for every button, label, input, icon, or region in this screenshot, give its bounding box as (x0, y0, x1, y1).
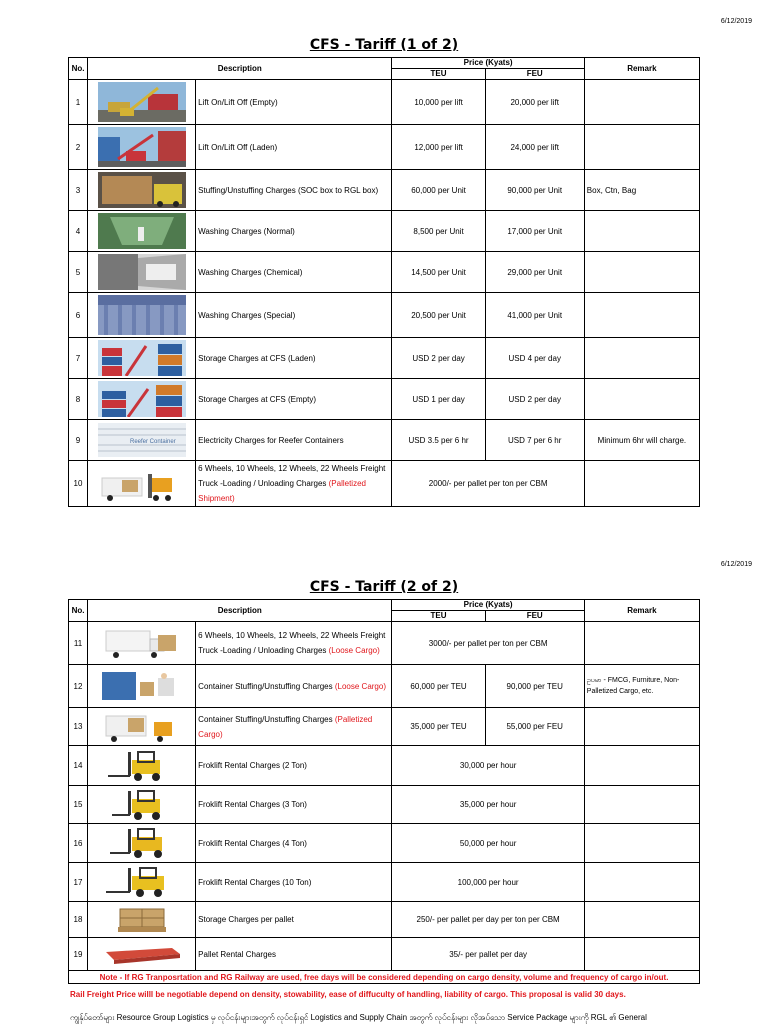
pallet-boxes-photo (88, 902, 196, 938)
row-description: Stuffing/Unstuffing Charges (SOC box to RGL box) (196, 170, 392, 211)
row-remark (584, 252, 699, 293)
row-no: 6 (69, 293, 88, 338)
header-price: Price (Kyats) (392, 58, 584, 69)
table-row (69, 80, 700, 125)
table-row (69, 252, 700, 293)
row-teu: USD 2 per day (392, 338, 485, 379)
row-teu: 60,000 per TEU (392, 665, 485, 708)
container-loose-photo (88, 665, 196, 708)
crane-photo (88, 80, 196, 125)
row-price-merged: 2000/- per pallet per ton per CBM (392, 461, 584, 507)
row-remark (584, 938, 699, 971)
row-description: 6 Wheels, 10 Wheels, 12 Wheels, 22 Wheels Freight Truck -Loading / Unloading Charges (Palletized Shipment) (196, 461, 392, 507)
row-no: 2 (69, 125, 88, 170)
container-palletized-photo (88, 708, 196, 746)
row-description: Lift On/Lift Off (Laden) (196, 125, 392, 170)
row-price-merged: 35,000 per hour (392, 786, 584, 824)
table-row (69, 786, 700, 824)
header-price: Price (Kyats) (392, 600, 584, 611)
row-no: 10 (69, 461, 88, 507)
row-description: Washing Charges (Chemical) (196, 252, 392, 293)
row-no: 18 (69, 902, 88, 938)
row-no: 19 (69, 938, 88, 971)
row-teu: 20,500 per Unit (392, 293, 485, 338)
row-feu: 20,000 per lift (485, 80, 584, 125)
row-feu: 55,000 per FEU (485, 708, 584, 746)
reefer-logo-text: Reefer Container (129, 439, 176, 445)
table-row (69, 863, 700, 902)
row-description: Froklift Rental Charges (4 Ton) (196, 824, 392, 863)
row-remark (584, 708, 699, 746)
row-teu: 10,000 per lift (392, 80, 485, 125)
pallet-photo (88, 938, 196, 971)
forklift-3ton-photo (88, 786, 196, 824)
table-row (69, 338, 700, 379)
row-teu: 35,000 per TEU (392, 708, 485, 746)
tariff-table-1 (68, 57, 700, 507)
row-remark: Box, Ctn, Bag (584, 170, 699, 211)
row-remark (584, 338, 699, 379)
row-remark (584, 824, 699, 863)
row-price-merged: 35/- per pallet per day (392, 938, 584, 971)
table-row (69, 379, 700, 420)
header-description: Description (88, 58, 392, 80)
table-row (69, 211, 700, 252)
row-remark: ဥပမာ - FMCG, Furniture, Non-Palletized Cargo, etc. (584, 665, 699, 708)
row-teu: USD 1 per day (392, 379, 485, 420)
page2-title: CFS - Tariff (2 of 2) (309, 579, 459, 595)
washing-chemical-photo (88, 252, 196, 293)
row-description: Container Stuffing/Unstuffing Charges (Palletized Cargo) (196, 708, 392, 746)
row-feu: 90,000 per Unit (485, 170, 584, 211)
table-row (69, 902, 700, 938)
forklift-2ton-photo (88, 746, 196, 786)
row-remark (584, 863, 699, 902)
row-price-merged: 50,000 per hour (392, 824, 584, 863)
row-no: 11 (69, 622, 88, 665)
row-remark (584, 461, 699, 507)
page1-date: 6/12/2019 (720, 18, 752, 25)
row-description: Electricity Charges for Reefer Containers (196, 420, 392, 461)
row-description: Container Stuffing/Unstuffing Charges (Loose Cargo) (196, 665, 392, 708)
row-teu: 12,000 per lift (392, 125, 485, 170)
row-remark (584, 125, 699, 170)
row-feu: USD 7 per 6 hr (485, 420, 584, 461)
header-description: Description (88, 600, 392, 622)
forklift-4ton-photo (88, 824, 196, 863)
row-no: 16 (69, 824, 88, 863)
row-remark (584, 80, 699, 125)
row-no: 1 (69, 80, 88, 125)
table-row (69, 622, 700, 665)
table-row (69, 938, 700, 971)
row-no: 12 (69, 665, 88, 708)
row-remark: Minimum 6hr will charge. (584, 420, 699, 461)
washing-special-photo (88, 293, 196, 338)
page1-title: CFS - Tariff (1 of 2) (309, 37, 459, 53)
row-no: 9 (69, 420, 88, 461)
row-remark (584, 622, 699, 665)
storage-empty-photo (88, 379, 196, 420)
row-no: 7 (69, 338, 88, 379)
row-teu: 8,500 per Unit (392, 211, 485, 252)
row-teu: USD 3.5 per 6 hr (392, 420, 485, 461)
table-row (69, 665, 700, 708)
table-row (69, 420, 700, 461)
row-remark (584, 293, 699, 338)
storage-laden-photo (88, 338, 196, 379)
row-feu: USD 2 per day (485, 379, 584, 420)
row-remark (584, 746, 699, 786)
row-remark (584, 379, 699, 420)
header-teu: TEU (392, 69, 485, 80)
row-no: 13 (69, 708, 88, 746)
row-price-merged: 100,000 per hour (392, 863, 584, 902)
row-description: Pallet Rental Charges (196, 938, 392, 971)
row-no: 3 (69, 170, 88, 211)
table-row (69, 125, 700, 170)
page2-date: 6/12/2019 (720, 561, 752, 568)
table-row (69, 824, 700, 863)
row-description: Storage Charges at CFS (Laden) (196, 338, 392, 379)
row-teu: 14,500 per Unit (392, 252, 485, 293)
table-row (69, 461, 700, 507)
header-feu: FEU (485, 69, 584, 80)
row-no: 14 (69, 746, 88, 786)
row-feu: 29,000 per Unit (485, 252, 584, 293)
table-row (69, 746, 700, 786)
row-feu: 41,000 per Unit (485, 293, 584, 338)
row-remark (584, 902, 699, 938)
footer-validity-note: Rail Freight Price willl be negotiable depend on density, stowability, ease of diffuculty of handling, liability of cargo. This proposal is valid 30 days. (70, 990, 626, 999)
row-feu: USD 4 per day (485, 338, 584, 379)
row-no: 5 (69, 252, 88, 293)
row-price-merged: 250/- per pallet per day per ton per CBM (392, 902, 584, 938)
row-description: Washing Charges (Special) (196, 293, 392, 338)
row-description: Froklift Rental Charges (10 Ton) (196, 863, 392, 902)
row-feu: 90,000 per TEU (485, 665, 584, 708)
header-teu: TEU (392, 611, 485, 622)
reefer-container-photo (88, 420, 196, 461)
row-no: 17 (69, 863, 88, 902)
row-description: 6 Wheels, 10 Wheels, 12 Wheels, 22 Wheels Freight Truck -Loading / Unloading Charges (Loose Cargo) (196, 622, 392, 665)
row-feu: 24,000 per lift (485, 125, 584, 170)
header-remark: Remark (584, 600, 699, 622)
forklift-10ton-photo (88, 863, 196, 902)
truck-loose-photo (88, 622, 196, 665)
row-teu: 60,000 per Unit (392, 170, 485, 211)
row-description: Washing Charges (Normal) (196, 211, 392, 252)
note-row (69, 971, 700, 984)
tariff-table-2 (68, 599, 700, 984)
row-remark (584, 786, 699, 824)
row-description: Storage Charges at CFS (Empty) (196, 379, 392, 420)
row-feu: 17,000 per Unit (485, 211, 584, 252)
truck-palletized-photo (88, 461, 196, 507)
table-row (69, 708, 700, 746)
washing-normal-photo (88, 211, 196, 252)
row-description: Froklift Rental Charges (3 Ton) (196, 786, 392, 824)
row-no: 8 (69, 379, 88, 420)
stuffing-photo (88, 170, 196, 211)
row-price-merged: 3000/- per pallet per ton per CBM (392, 622, 584, 665)
header-no: No. (69, 58, 88, 80)
note-text: Note - If RG Tranposrtation and RG Railway are used, free days will be considered depending on cargo density, volume and frequency of cargo in/out. (69, 971, 700, 984)
table-row (69, 170, 700, 211)
crane-laden-photo (88, 125, 196, 170)
row-no: 4 (69, 211, 88, 252)
row-description: Storage Charges per pallet (196, 902, 392, 938)
header-remark: Remark (584, 58, 699, 80)
row-remark (584, 211, 699, 252)
row-no: 15 (69, 786, 88, 824)
table-row (69, 293, 700, 338)
row-description: Lift On/Lift Off (Empty) (196, 80, 392, 125)
header-feu: FEU (485, 611, 584, 622)
footer-myanmar-text: ကျွန်ုပ်တော်များ Resource Group Logistics မှ လုပ်ငန်းများအတွက် လုပ်ငန်းရှင် Logistics and Supply Chain အတွက် လုပ်ငန်းများ လိုအပ်သော Service Package များကို RGL ၏ General (70, 1013, 647, 1022)
row-description: Froklift Rental Charges (2 Ton) (196, 746, 392, 786)
header-no: No. (69, 600, 88, 622)
row-price-merged: 30,000 per hour (392, 746, 584, 786)
